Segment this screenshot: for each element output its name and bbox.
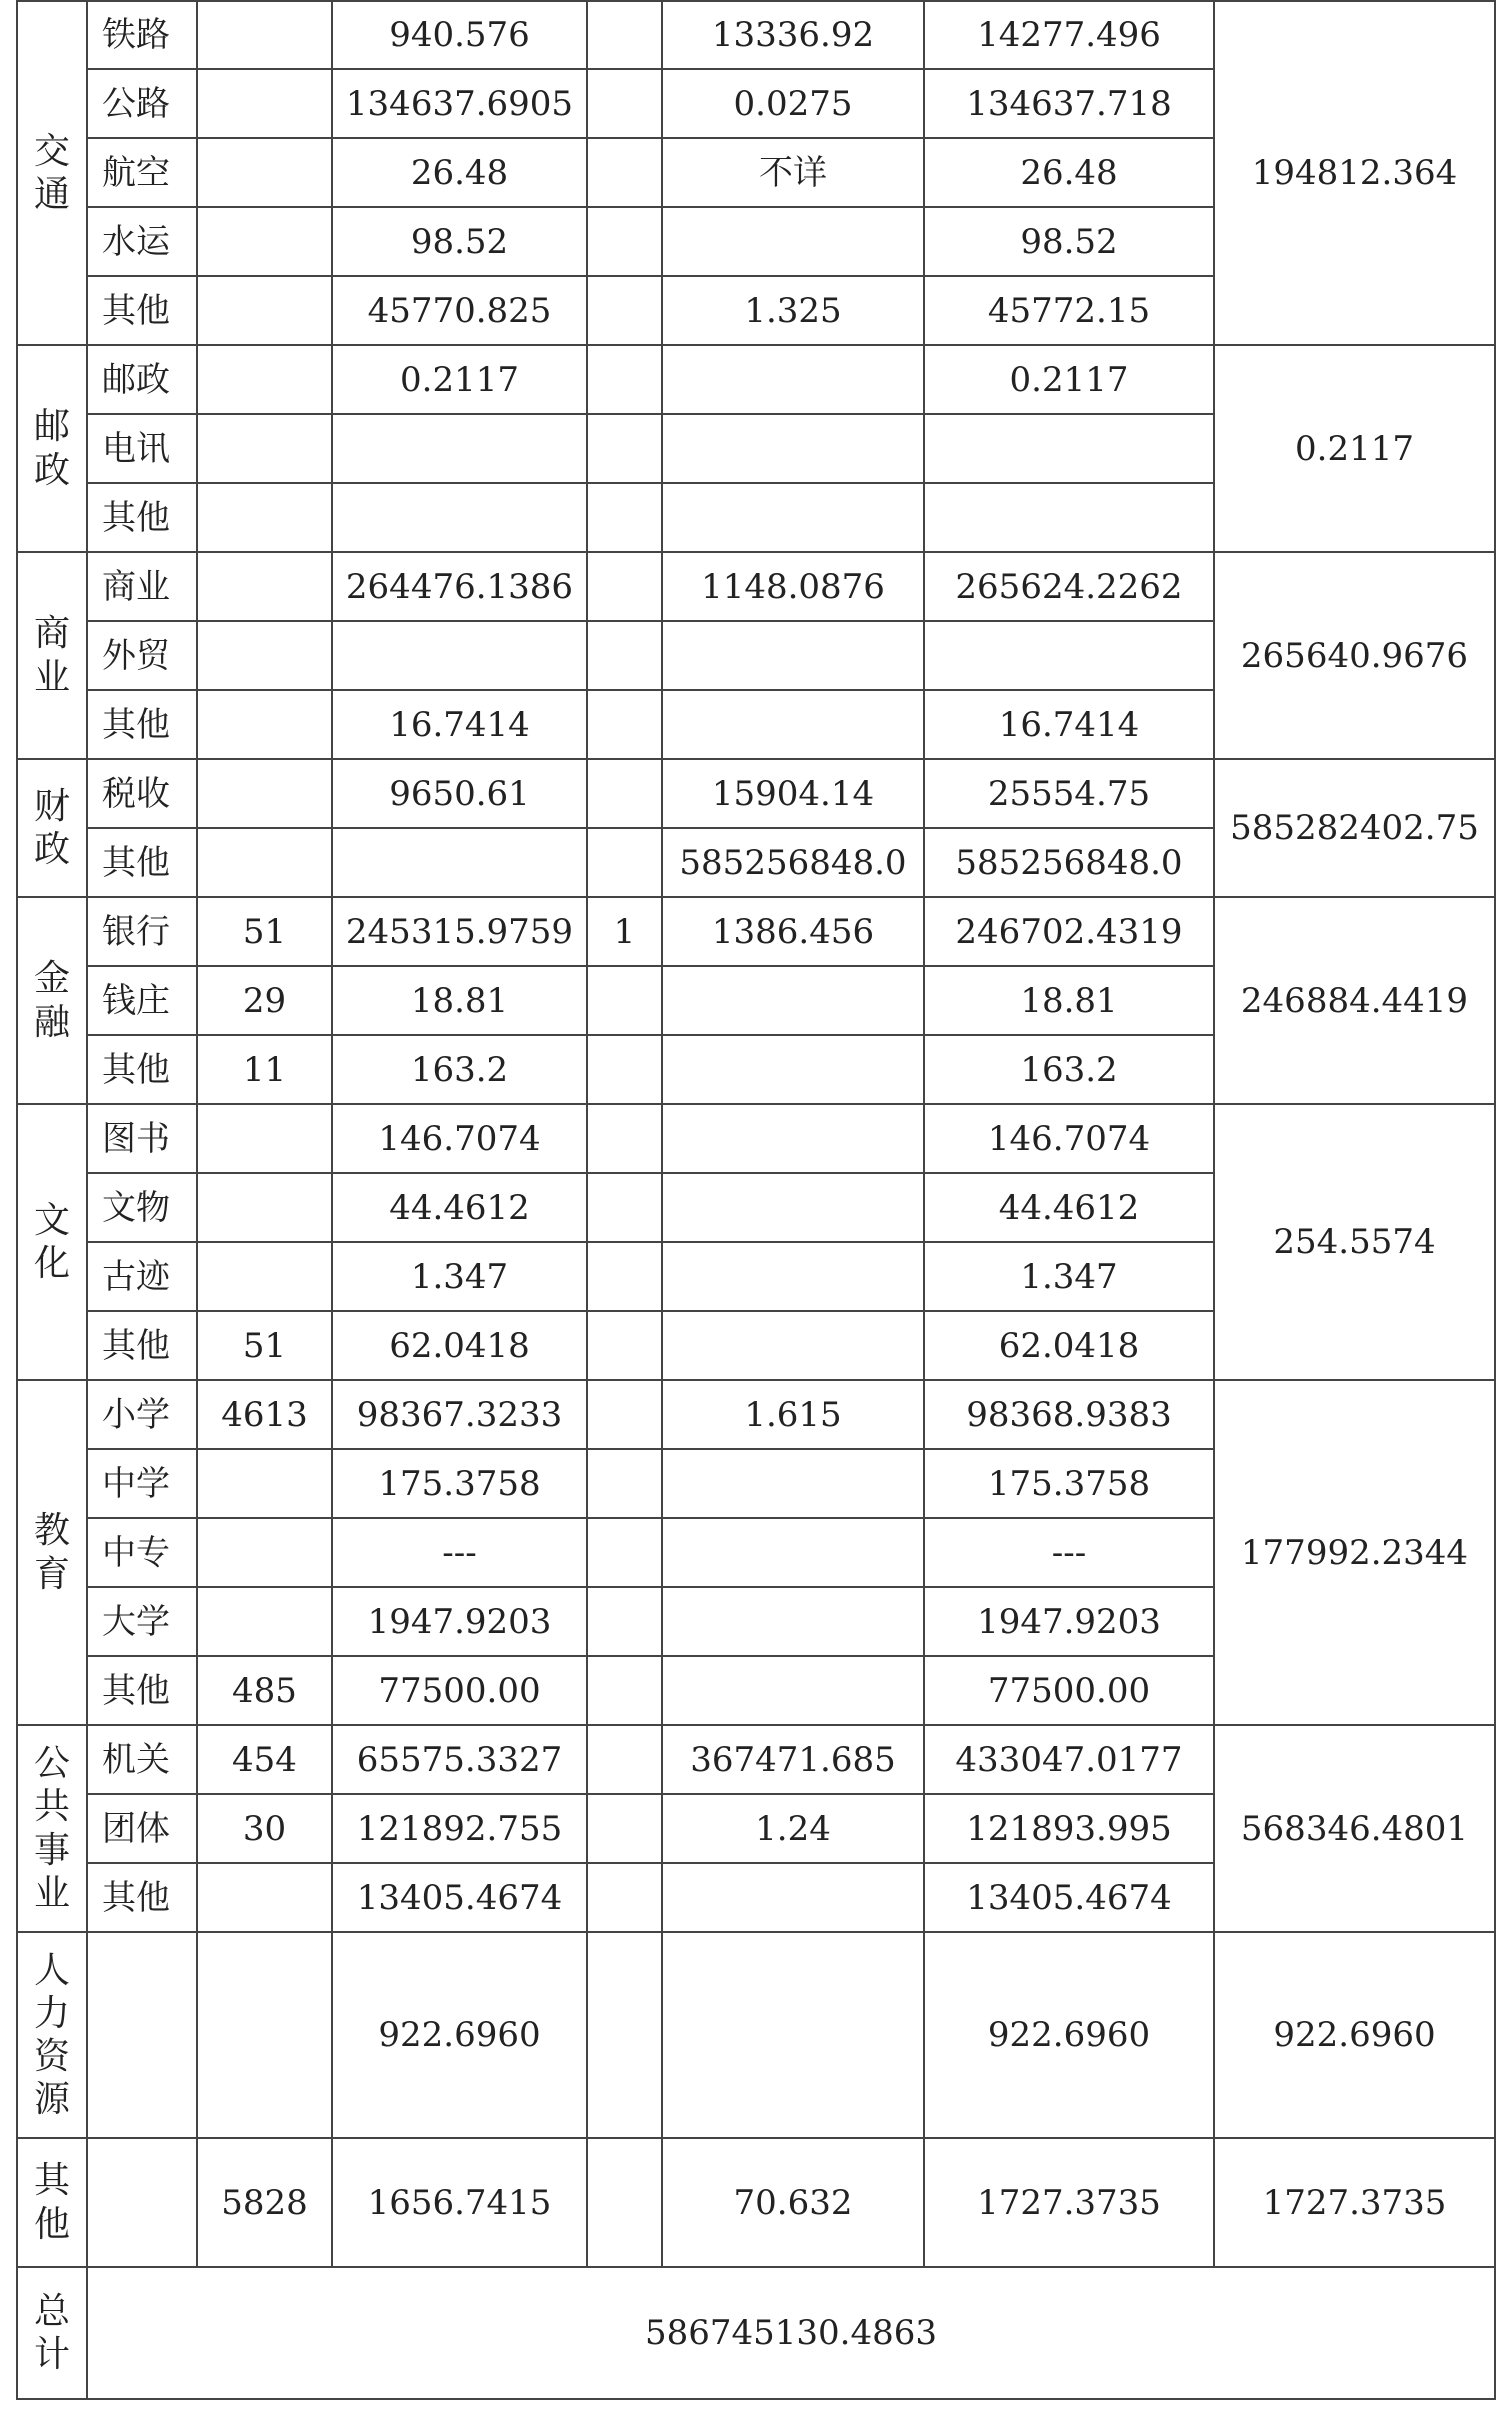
category-text: 人力资源: [33, 1949, 70, 2121]
value-cell: 940.576: [332, 1, 587, 69]
row-total-cell: [924, 414, 1214, 483]
count-cell: [587, 1, 662, 69]
count-cell: 454: [197, 1725, 332, 1794]
value-cell: 13336.92: [662, 1, 924, 69]
row-total-cell: 13405.4674: [924, 1863, 1214, 1932]
row-total-cell: 1727.3735: [924, 2138, 1214, 2267]
subcategory-cell: 其他: [87, 1863, 197, 1932]
category-label: [17, 1725, 87, 1932]
count-cell: 51: [197, 1311, 332, 1380]
grand-total-row: [17, 2267, 1495, 2399]
subcategory-cell: 机关: [87, 1725, 197, 1794]
count-cell: [197, 138, 332, 207]
group-subtotal-cell: 194812.364: [1214, 1, 1495, 345]
group-subtotal-cell: 585282402.75: [1214, 759, 1495, 897]
count-cell: [197, 1173, 332, 1242]
count-cell: [197, 1, 332, 69]
value-cell: 146.7074: [332, 1104, 587, 1173]
count-cell: [197, 1104, 332, 1173]
row-total-cell: 0.2117: [924, 345, 1214, 414]
count-cell: [587, 1518, 662, 1587]
value-cell: 45770.825: [332, 276, 587, 345]
value-cell: 65575.3327: [332, 1725, 587, 1794]
count-cell: [197, 276, 332, 345]
row-total-cell: 585256848.0: [924, 828, 1214, 897]
category-label: [17, 1, 87, 345]
count-cell: 29: [197, 966, 332, 1035]
table-row: [17, 345, 1495, 414]
row-total-cell: 62.0418: [924, 1311, 1214, 1380]
subcategory-cell: 古迹: [87, 1242, 197, 1311]
table-row: [17, 1, 1495, 69]
value-cell: 1947.9203: [332, 1587, 587, 1656]
count-cell: 1: [587, 897, 662, 966]
value-cell: 18.81: [332, 966, 587, 1035]
subcategory-cell: 电讯: [87, 414, 197, 483]
category-label: [17, 345, 87, 552]
subcategory-cell: 税收: [87, 759, 197, 828]
group-subtotal-cell: 568346.4801: [1214, 1725, 1495, 1932]
value-cell: [662, 1242, 924, 1311]
value-cell: [662, 483, 924, 552]
value-cell: 1.615: [662, 1380, 924, 1449]
category-text: 教育: [33, 1510, 70, 1595]
row-total-cell: 175.3758: [924, 1449, 1214, 1518]
value-cell: 585256848.0: [662, 828, 924, 897]
group-subtotal-cell: 177992.2344: [1214, 1380, 1495, 1725]
count-cell: [587, 345, 662, 414]
value-cell: [332, 621, 587, 690]
value-cell: 26.48: [332, 138, 587, 207]
count-cell: [197, 690, 332, 759]
value-cell: 不详: [662, 138, 924, 207]
subcategory-cell: 航空: [87, 138, 197, 207]
count-cell: [197, 552, 332, 621]
table-row: [17, 759, 1495, 828]
count-cell: [587, 138, 662, 207]
subcategory-cell: 铁路: [87, 1, 197, 69]
row-total-cell: 98368.9383: [924, 1380, 1214, 1449]
value-cell: [662, 207, 924, 276]
value-cell: 0.0275: [662, 69, 924, 138]
value-cell: 163.2: [332, 1035, 587, 1104]
value-cell: [332, 828, 587, 897]
table-body: [17, 1, 1495, 2399]
table-row: [17, 897, 1495, 966]
value-cell: [662, 1863, 924, 1932]
value-cell: [662, 1104, 924, 1173]
value-cell: 77500.00: [332, 1656, 587, 1725]
value-cell: 0.2117: [332, 345, 587, 414]
value-cell: 121892.755: [332, 1794, 587, 1863]
count-cell: [587, 1035, 662, 1104]
count-cell: [197, 345, 332, 414]
value-cell: 1386.456: [662, 897, 924, 966]
row-total-cell: 44.4612: [924, 1173, 1214, 1242]
value-cell: 264476.1386: [332, 552, 587, 621]
subcategory-cell: 外贸: [87, 621, 197, 690]
count-cell: [197, 1932, 332, 2138]
subcategory-cell: 水运: [87, 207, 197, 276]
table-row: [17, 552, 1495, 621]
value-cell: [662, 966, 924, 1035]
value-cell: [662, 414, 924, 483]
count-cell: 485: [197, 1656, 332, 1725]
grand-total-value: 586745130.4863: [87, 2267, 1495, 2399]
row-total-cell: 134637.718: [924, 69, 1214, 138]
row-total-cell: 121893.995: [924, 1794, 1214, 1863]
group-subtotal-cell: 246884.4419: [1214, 897, 1495, 1104]
subcategory-cell: [87, 2138, 197, 2267]
count-cell: [587, 1656, 662, 1725]
value-cell: 15904.14: [662, 759, 924, 828]
count-cell: [197, 1518, 332, 1587]
count-cell: 30: [197, 1794, 332, 1863]
group-subtotal-cell: 254.5574: [1214, 1104, 1495, 1380]
count-cell: [587, 207, 662, 276]
category-text: 交通: [33, 130, 70, 215]
category-label: [17, 759, 87, 897]
count-cell: [587, 1725, 662, 1794]
count-cell: [587, 2138, 662, 2267]
count-cell: [587, 690, 662, 759]
value-cell: 62.0418: [332, 1311, 587, 1380]
category-text: 商业: [33, 613, 70, 698]
count-cell: [197, 483, 332, 552]
category-text: 公共事业: [33, 1743, 70, 1914]
count-cell: [587, 1311, 662, 1380]
value-cell: 70.632: [662, 2138, 924, 2267]
value-cell: [332, 483, 587, 552]
value-cell: [662, 345, 924, 414]
statistics-table: [16, 0, 1496, 2400]
count-cell: 51: [197, 897, 332, 966]
subcategory-cell: 小学: [87, 1380, 197, 1449]
table-row: [17, 1104, 1495, 1173]
count-cell: [587, 759, 662, 828]
count-cell: [197, 69, 332, 138]
table-row: [17, 1932, 1495, 2138]
count-cell: [197, 207, 332, 276]
value-cell: 134637.6905: [332, 69, 587, 138]
count-cell: [587, 483, 662, 552]
category-label: [17, 2138, 87, 2267]
category-text: 文化: [33, 1199, 70, 1284]
subcategory-cell: 图书: [87, 1104, 197, 1173]
count-cell: 4613: [197, 1380, 332, 1449]
table-row: [17, 2138, 1495, 2267]
subcategory-cell: 钱庄: [87, 966, 197, 1035]
value-cell: [662, 1173, 924, 1242]
count-cell: [587, 1104, 662, 1173]
category-text: 总计: [33, 2290, 70, 2375]
value-cell: 367471.685: [662, 1725, 924, 1794]
count-cell: [587, 276, 662, 345]
category-text: 金融: [33, 958, 70, 1043]
row-total-cell: 26.48: [924, 138, 1214, 207]
category-text: 邮政: [33, 406, 70, 491]
count-cell: [587, 1242, 662, 1311]
count-cell: [587, 1173, 662, 1242]
subcategory-cell: 其他: [87, 276, 197, 345]
value-cell: [332, 414, 587, 483]
value-cell: [662, 1449, 924, 1518]
subcategory-cell: 其他: [87, 828, 197, 897]
row-total-cell: 922.6960: [924, 1932, 1214, 2138]
row-total-cell: 246702.4319: [924, 897, 1214, 966]
group-subtotal-cell: 0.2117: [1214, 345, 1495, 552]
subcategory-cell: 商业: [87, 552, 197, 621]
row-total-cell: 1.347: [924, 1242, 1214, 1311]
value-cell: 1148.0876: [662, 552, 924, 621]
count-cell: [587, 828, 662, 897]
subcategory-cell: 文物: [87, 1173, 197, 1242]
subcategory-cell: 中学: [87, 1449, 197, 1518]
subcategory-cell: 其他: [87, 690, 197, 759]
count-cell: [587, 1794, 662, 1863]
table-row: [17, 1725, 1495, 1794]
value-cell: 98367.3233: [332, 1380, 587, 1449]
value-cell: 44.4612: [332, 1173, 587, 1242]
row-total-cell: 265624.2262: [924, 552, 1214, 621]
value-cell: [662, 1656, 924, 1725]
subcategory-cell: 其他: [87, 1656, 197, 1725]
subcategory-cell: 其他: [87, 1035, 197, 1104]
count-cell: [197, 414, 332, 483]
subcategory-cell: 公路: [87, 69, 197, 138]
count-cell: [587, 414, 662, 483]
row-total-cell: 1947.9203: [924, 1587, 1214, 1656]
count-cell: [197, 1587, 332, 1656]
group-subtotal-cell: 1727.3735: [1214, 2138, 1495, 2267]
count-cell: [197, 1863, 332, 1932]
row-total-cell: 163.2: [924, 1035, 1214, 1104]
count-cell: 11: [197, 1035, 332, 1104]
count-cell: [197, 621, 332, 690]
value-cell: 13405.4674: [332, 1863, 587, 1932]
value-cell: [662, 1311, 924, 1380]
group-subtotal-cell: 265640.9676: [1214, 552, 1495, 759]
value-cell: 98.52: [332, 207, 587, 276]
subcategory-cell: 其他: [87, 1311, 197, 1380]
count-cell: [587, 1587, 662, 1656]
subcategory-cell: [87, 1932, 197, 2138]
count-cell: 5828: [197, 2138, 332, 2267]
row-total-cell: [924, 621, 1214, 690]
row-total-cell: 25554.75: [924, 759, 1214, 828]
row-total-cell: 146.7074: [924, 1104, 1214, 1173]
row-total-cell: 98.52: [924, 207, 1214, 276]
value-cell: 9650.61: [332, 759, 587, 828]
category-text: 财政: [33, 785, 70, 870]
count-cell: [587, 621, 662, 690]
value-cell: 245315.9759: [332, 897, 587, 966]
value-cell: 1.347: [332, 1242, 587, 1311]
value-cell: [662, 690, 924, 759]
category-label: [17, 1380, 87, 1725]
count-cell: [197, 759, 332, 828]
value-cell: [662, 621, 924, 690]
value-cell: 1.24: [662, 1794, 924, 1863]
count-cell: [587, 966, 662, 1035]
subcategory-cell: 其他: [87, 483, 197, 552]
value-cell: ---: [332, 1518, 587, 1587]
count-cell: [197, 1242, 332, 1311]
row-total-cell: 16.7414: [924, 690, 1214, 759]
category-label: [17, 552, 87, 759]
row-total-cell: 77500.00: [924, 1656, 1214, 1725]
group-subtotal-cell: 922.6960: [1214, 1932, 1495, 2138]
subcategory-cell: 银行: [87, 897, 197, 966]
value-cell: [662, 1035, 924, 1104]
count-cell: [197, 1449, 332, 1518]
count-cell: [587, 1932, 662, 2138]
data-table-container: [16, 0, 1496, 2400]
value-cell: [662, 1518, 924, 1587]
value-cell: 175.3758: [332, 1449, 587, 1518]
subcategory-cell: 团体: [87, 1794, 197, 1863]
count-cell: [197, 828, 332, 897]
value-cell: [662, 1932, 924, 2138]
row-total-cell: [924, 483, 1214, 552]
value-cell: [662, 1587, 924, 1656]
value-cell: 922.6960: [332, 1932, 587, 2138]
value-cell: 16.7414: [332, 690, 587, 759]
value-cell: 1656.7415: [332, 2138, 587, 2267]
count-cell: [587, 1449, 662, 1518]
category-label: [17, 2267, 87, 2399]
count-cell: [587, 1380, 662, 1449]
subcategory-cell: 大学: [87, 1587, 197, 1656]
count-cell: [587, 552, 662, 621]
row-total-cell: ---: [924, 1518, 1214, 1587]
category-label: [17, 1932, 87, 2138]
category-label: [17, 897, 87, 1104]
count-cell: [587, 1863, 662, 1932]
row-total-cell: 18.81: [924, 966, 1214, 1035]
value-cell: 1.325: [662, 276, 924, 345]
subcategory-cell: 中专: [87, 1518, 197, 1587]
category-label: [17, 1104, 87, 1380]
row-total-cell: 14277.496: [924, 1, 1214, 69]
count-cell: [587, 69, 662, 138]
subcategory-cell: 邮政: [87, 345, 197, 414]
category-text: 其他: [33, 2160, 70, 2245]
row-total-cell: 433047.0177: [924, 1725, 1214, 1794]
table-row: [17, 1380, 1495, 1449]
row-total-cell: 45772.15: [924, 276, 1214, 345]
